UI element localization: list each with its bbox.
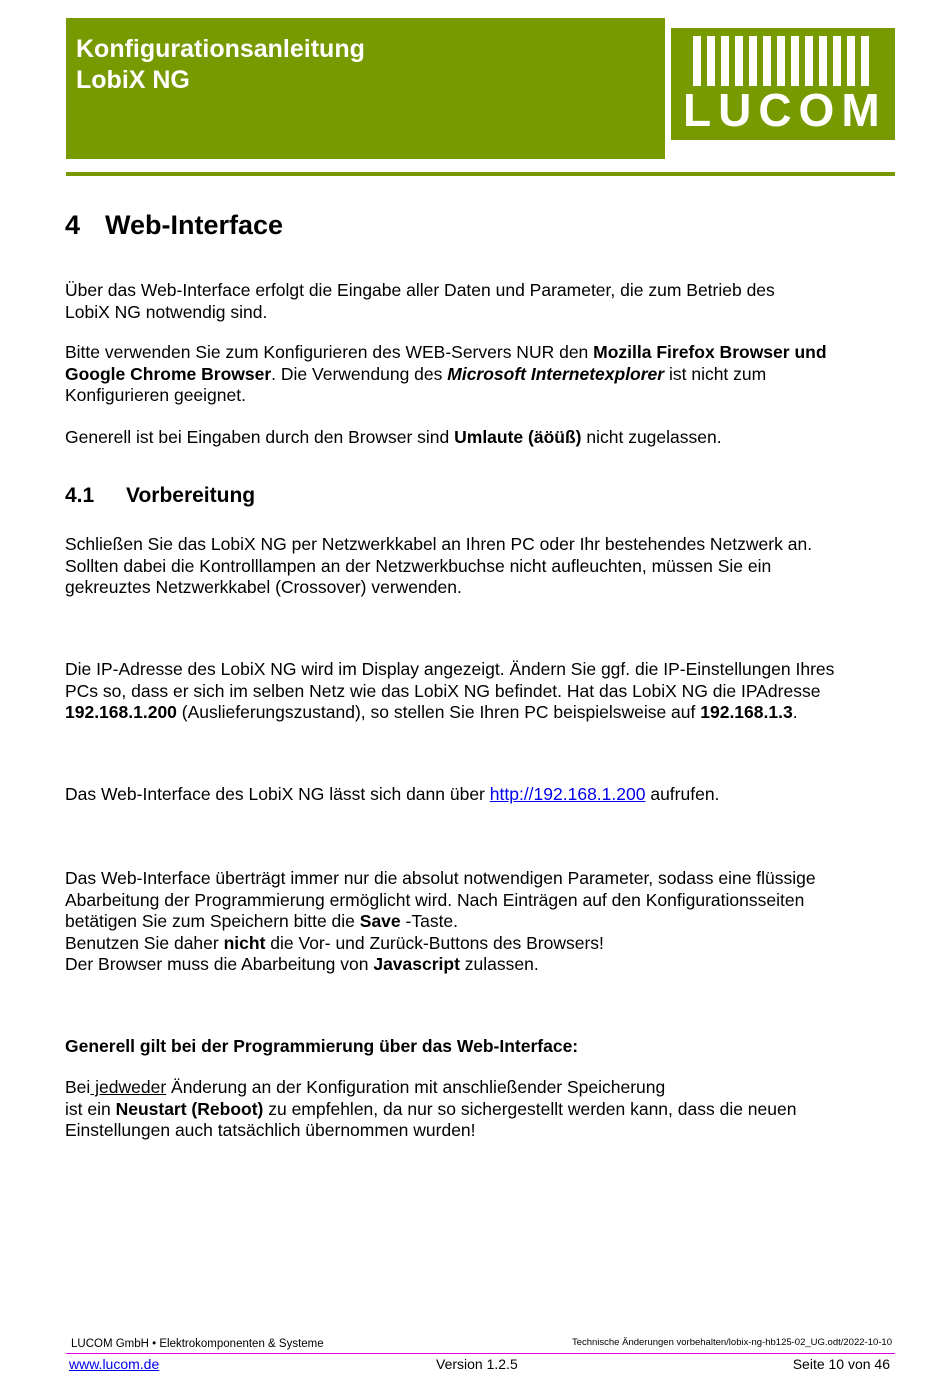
- document-title: [76, 34, 365, 96]
- params-paragraph: Das Web-Interface überträgt immer nur die absolut notwendigen Parameter, sodass eine flüssige Abarbeitung der Programmierung ermöglicht wird. Nach Einträgen auf den Konfigurationsseiten betätigen Sie zum Speichern bitte die Save -Taste. Benutzen Sie daher nicht die Vor- und Zurück-Buttons des Browsers! Der Browser muss die Abarbeitung von Javascript zulassen.: [65, 868, 816, 974]
- subsection-number: 4.1: [65, 484, 95, 507]
- subsection-title: Vorbereitung: [126, 484, 256, 507]
- ip-line-2: PCs so, dass er sich im selben Netz wie das LobiX NG befindet. Hat das LobiX NG die IPAdresse: [65, 680, 821, 701]
- section-title: Web-Interface: [105, 210, 284, 240]
- ip-line-1: Die IP-Adresse des LobiX NG wird im Display angezeigt. Ändern Sie ggf. die IP-Einstellungen Ihres: [65, 659, 835, 679]
- general-heading: Generell gilt bei der Programmierung über das Web-Interface:: [65, 1036, 579, 1056]
- ip-paragraph: [65, 659, 895, 724]
- header-divider: [66, 172, 895, 176]
- lucom-logo: [671, 28, 895, 140]
- prep-paragraph: [65, 534, 895, 599]
- intro-line-1: Über das Web-Interface erfolgt die Eingabe aller Daten und Parameter, die zum Betrieb des: [65, 280, 775, 300]
- reboot-paragraph: Bei jedweder Änderung an der Konfiguration mit anschließender Speicherung ist ein Neustart (Reboot) zu empfehlen, da nur so sichergestellt werden kann, dass die neuen Einstellungen auch tatsächlich übernommen wurden!: [65, 1077, 797, 1140]
- prep-line-2: Sollten dabei die Kontrolllampen an der Netzwerkbuchse nicht aufleuchten, müssen Sie ein: [65, 555, 772, 576]
- footer-divider: [66, 1353, 895, 1354]
- access-paragraph: Das Web-Interface des LobiX NG lässt sich dann über http://192.168.1.200 aufrufen.: [65, 784, 720, 804]
- subsection-heading: [65, 484, 255, 508]
- prep-line-3: gekreuztes Netzwerkkabel (Crossover) verwenden.: [65, 577, 462, 597]
- title-line-2: LobiX NG: [76, 66, 190, 94]
- logo-stripes: [693, 36, 873, 86]
- logo-text: LUCOM: [683, 84, 887, 136]
- footer-website-link[interactable]: www.lucom.de: [69, 1356, 160, 1372]
- intro-line-2: LobiX NG notwendig sind.: [65, 301, 268, 322]
- ip-line-3: 192.168.1.200 (Auslieferungszustand), so stellen Sie Ihren PC beispielsweise auf 192.168.1.3.: [65, 702, 798, 722]
- prep-line-1: Schließen Sie das LobiX NG per Netzwerkkabel an Ihren PC oder Ihr bestehendes Netzwerk an.: [65, 534, 813, 554]
- umlaut-paragraph: Generell ist bei Eingaben durch den Browser sind Umlaute (äöüß) nicht zugelassen.: [65, 427, 722, 447]
- web-interface-link[interactable]: http://192.168.1.200: [489, 784, 646, 804]
- section-number: 4: [65, 210, 81, 240]
- browser-line-1: Bitte verwenden Sie zum Konfigurieren des WEB-Servers NUR den Mozilla Firefox Browser und: [65, 342, 827, 362]
- browser-line-2: Google Chrome Browser. Die Verwendung des Microsoft Internetexplorer ist nicht zum: [65, 363, 767, 384]
- title-line-1: Konfigurationsanleitung: [76, 35, 365, 63]
- footer-version: Version 1.2.5: [436, 1356, 518, 1372]
- browser-paragraph: [65, 342, 895, 407]
- footer-page-number: Seite 10 von 46: [792, 1356, 890, 1372]
- browser-line-3: Konfigurieren geeignet.: [65, 385, 246, 405]
- section-heading: [65, 210, 283, 241]
- intro-paragraph: [65, 280, 895, 323]
- header-banner: [66, 18, 665, 159]
- footer-company: LUCOM GmbH • Elektrokomponenten & Systeme: [71, 1338, 324, 1350]
- footer-notice: Technische Änderungen vorbehalten/lobix-ng-hb125-02_UG.odt/2022-10-10: [571, 1337, 892, 1348]
